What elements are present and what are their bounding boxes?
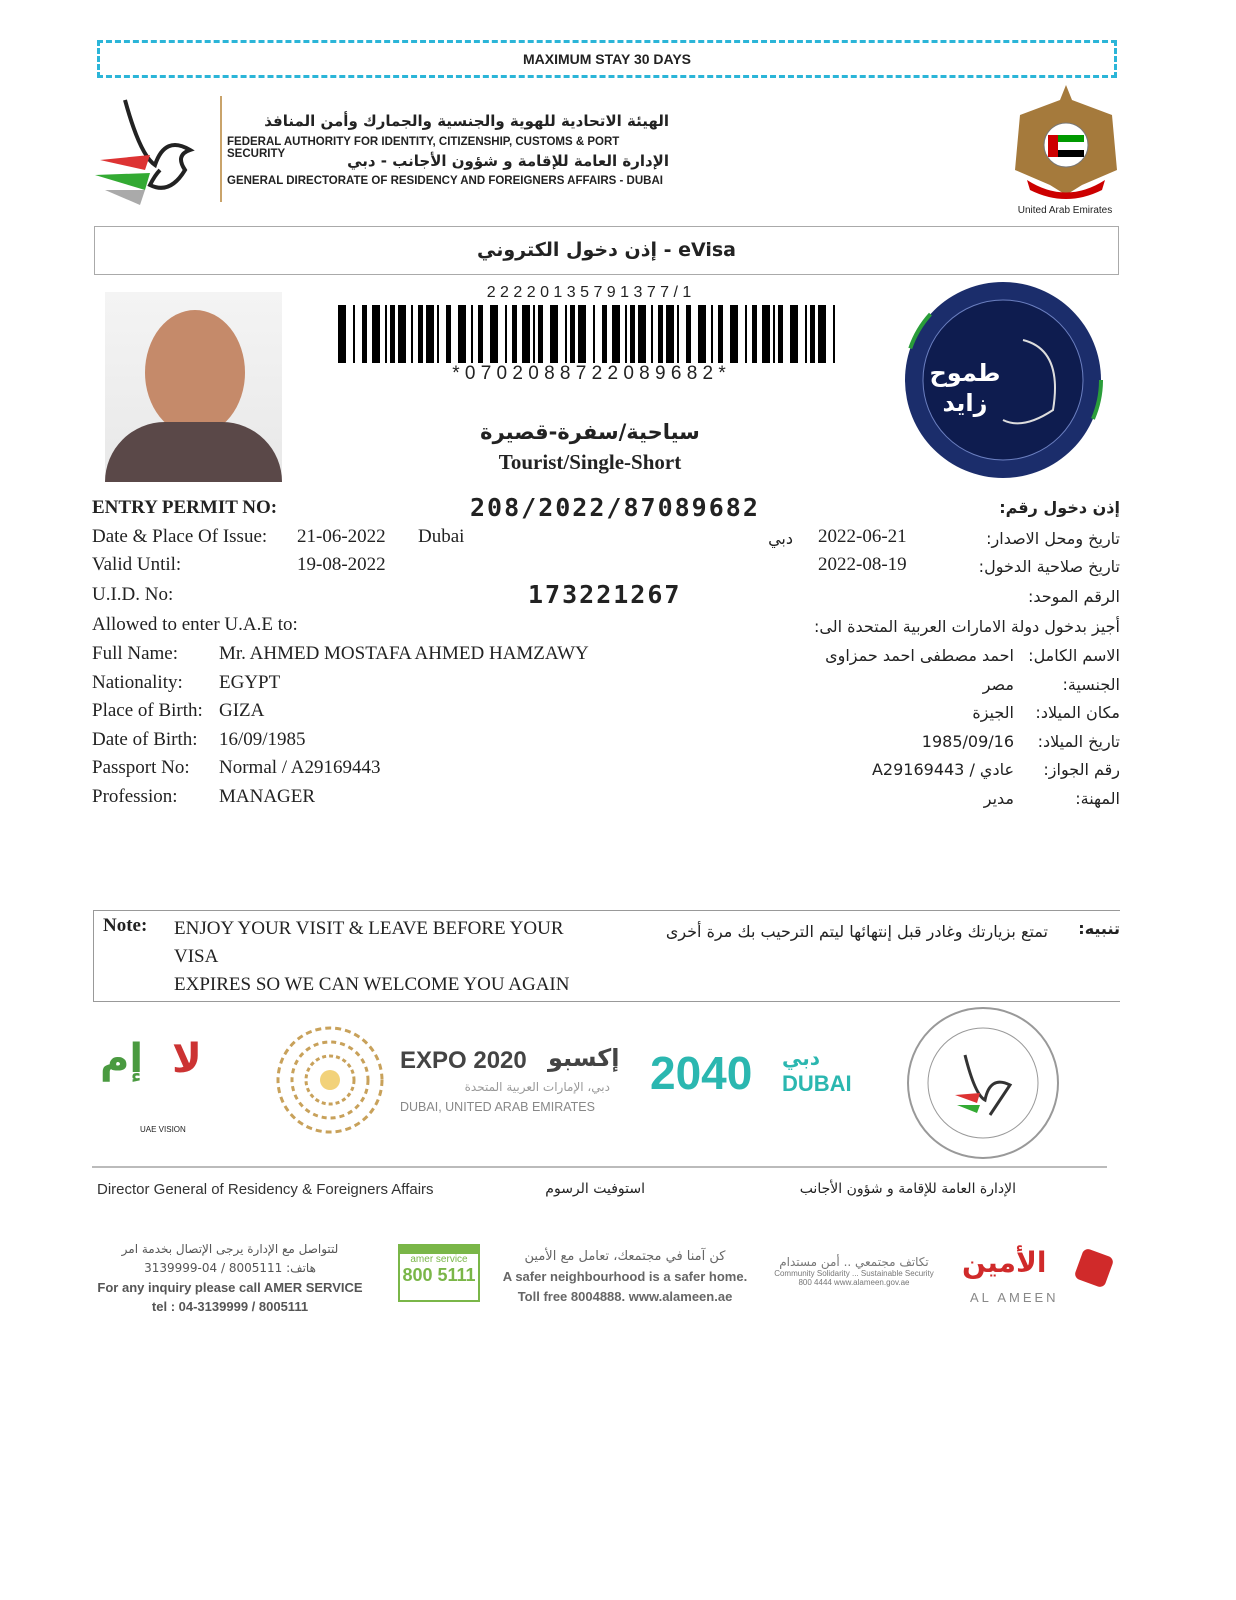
expo-2020-emblem: [272, 1022, 388, 1138]
barcode-bar: [398, 305, 406, 363]
uae-vision-glyph-1: إم: [100, 1036, 144, 1082]
field-value-ar: مدير: [983, 789, 1014, 808]
signature-right: الإدارة العامة للإقامة و شؤون الأجانب: [799, 1181, 1016, 1197]
field-value-ar: مصر: [982, 674, 1014, 694]
evisa-title: إذن دخول الكتروني - eVisa: [94, 226, 1119, 275]
gdrfa-stamp: [905, 1005, 1061, 1161]
amer-badge: [398, 1244, 480, 1302]
issue-place: Dubai: [418, 526, 465, 547]
barcode-bar: [338, 305, 346, 363]
signature-divider: [92, 1166, 1107, 1168]
issue-label-ar: تاريخ ومحل الاصدار:: [986, 529, 1120, 548]
dubai-2040: 2040: [650, 1047, 753, 1099]
solidarity-ar: تكاتف مجتمعي .. أمن مستدام: [779, 1255, 929, 1269]
field-label: Profession:: [92, 786, 178, 807]
amer-ar-1: لتتواصل مع الإدارة يرجى الإتصال بخدمة امر: [121, 1242, 339, 1256]
amer-en-2: tel : 04-3139999 / 8005111: [151, 1299, 309, 1314]
entry-permit-value: 208/2022/87089682: [470, 493, 760, 522]
field-value: GIZA: [219, 700, 265, 722]
alameen-slogan: [500, 1247, 750, 1307]
barcode-bar: [505, 305, 507, 363]
barcode-bar: [718, 305, 723, 363]
valid-label-ar: تاريخ صلاحية الدخول:: [978, 557, 1120, 576]
expo-en: EXPO 2020: [400, 1047, 527, 1074]
barcode-bar: [818, 305, 826, 363]
barcode-bar: [658, 305, 663, 363]
barcode-bar: [570, 305, 575, 363]
directorate-ar: الإدارة العامة للإقامة و شؤون الأجانب - دبي: [347, 152, 669, 170]
authority-en: FEDERAL AUTHORITY FOR IDENTITY, CITIZENSHIP, CUSTOMS & PORT SECURITY: [227, 136, 620, 160]
barcode-bar: [711, 305, 713, 363]
barcode-bar: [385, 305, 387, 363]
barcode-bar: [773, 305, 775, 363]
barcode-bar: [602, 305, 607, 363]
field-value-ar: احمد مصطفى احمد حمزاوى: [825, 646, 1014, 665]
dubai-en: DUBAI: [782, 1071, 852, 1096]
alameen-hand-icon: [1073, 1247, 1114, 1288]
barcode-bar: [762, 305, 770, 363]
uid-label: U.I.D. No:: [92, 584, 174, 605]
header-divider: [220, 96, 222, 202]
valid-value: 19-08-2022: [297, 554, 386, 575]
field-label: Passport No:: [92, 757, 190, 779]
barcode-bar: [752, 305, 757, 363]
expo-sub-ar: دبي، الإمارات العربية المتحدة: [464, 1080, 610, 1094]
barcode-bar: [651, 305, 653, 363]
barcode-bar: [372, 305, 380, 363]
barcode-bar: [686, 305, 691, 363]
barcode-bar: [390, 305, 395, 363]
field-label: Date of Birth:: [92, 728, 198, 750]
directorate-en: GENERAL DIRECTORATE OF RESIDENCY AND FOREIGNERS AFFAIRS - DUBAI: [227, 175, 663, 187]
signature-left: Director General of Residency & Foreigners Affairs: [97, 1181, 434, 1198]
uae-vision-glyph-2: لا: [172, 1036, 202, 1082]
barcode-bar: [745, 305, 747, 363]
field-value: EGYPT: [219, 671, 281, 693]
field-label: Full Name:: [92, 643, 179, 664]
uae-emblem-icon: [1012, 80, 1120, 200]
barcode-bar: [730, 305, 738, 363]
amer-contact: [95, 1240, 365, 1316]
max-stay-banner: MAXIMUM STAY 30 DAYS: [97, 40, 1117, 78]
emblem-caption: United Arab Emirates: [1017, 205, 1113, 216]
barcode-bar: [578, 305, 586, 363]
field-value-ar: عادي / A29169443: [871, 760, 1014, 780]
field-value: 16/09/1985: [219, 728, 306, 750]
note-label: Note:: [103, 915, 148, 936]
issue-label: Date & Place Of Issue:: [92, 526, 268, 547]
field-label-ar: الجنسية:: [1062, 674, 1120, 694]
barcode-bar: [353, 305, 355, 363]
barcode-bar: [810, 305, 815, 363]
barcode-bar: [458, 305, 466, 363]
note-text-en: [174, 915, 569, 999]
barcode-bar: [833, 305, 835, 363]
amer-badge-number: 800 5111: [402, 1265, 476, 1285]
barcode-bar: [612, 305, 620, 363]
barcode-bar: [638, 305, 646, 363]
dubai-ar: دبي: [782, 1046, 821, 1070]
field-label: Place of Birth:: [92, 700, 203, 722]
barcode-bar: [805, 305, 807, 363]
barcode-bar: [538, 305, 543, 363]
barcode-bar: [565, 305, 567, 363]
note-line: VISA: [174, 946, 219, 967]
issue-date: 21-06-2022: [297, 526, 386, 547]
field-label-ar: مكان الميلاد:: [1035, 703, 1120, 723]
barcode-bar: [625, 305, 627, 363]
visa-type-en: Tourist/Single-Short: [498, 450, 682, 474]
barcode-bar: [512, 305, 517, 363]
expo-ar: إكسبو: [548, 1044, 620, 1072]
solidarity-en: Community Solidarity ... Sustainable Security: [774, 1269, 934, 1278]
uid-value: 173221267: [528, 580, 682, 609]
uae-vision-logo: [100, 1025, 230, 1140]
barcode-bar: [437, 305, 439, 363]
allowed-label: Allowed to enter U.A.E to:: [92, 614, 298, 635]
field-label: Nationality:: [92, 671, 183, 693]
field-value-ar: الجيزة: [972, 703, 1014, 723]
barcode-bar: [778, 305, 783, 363]
valid-value-ar: 2022-08-19: [818, 554, 907, 575]
note-line: ENJOY YOUR VISIT & LEAVE BEFORE YOUR: [174, 918, 564, 939]
field-value-ar: 1985/09/16: [921, 731, 1014, 751]
barcode-bar: [698, 305, 706, 363]
note-line: EXPIRES SO WE CAN WELCOME YOU AGAIN: [174, 974, 570, 995]
note-box: [93, 910, 1120, 1002]
alameen-en-2: Toll free 8004888. www.alameen.ae: [517, 1289, 733, 1304]
barcode-bar: [533, 305, 535, 363]
barcode-bar: [522, 305, 530, 363]
icp-falcon-logo: [95, 95, 215, 205]
entry-permit-label: ENTRY PERMIT NO:: [92, 497, 278, 518]
barcode-top-number: 2 2 2 2 0 1 3 5 7 9 1 3 7 7 / 1: [486, 284, 692, 301]
note-label-ar: تنبيه:: [1078, 919, 1120, 938]
barcode-bar: [666, 305, 674, 363]
amer-ar-2: هاتف: 8005111 / 04-3139999: [144, 1261, 316, 1275]
barcode-bar: [446, 305, 451, 363]
field-value: Normal / A29169443: [219, 757, 381, 779]
field-value: Mr. AHMED MOSTAFA AHMED HAMZAWY: [219, 643, 589, 664]
barcode-bar: [593, 305, 595, 363]
solidarity-contacts: 800 4444 www.alameen.gov.ae: [798, 1278, 910, 1287]
barcode-bar: [790, 305, 798, 363]
amer-badge-word: amer service: [410, 1254, 468, 1265]
barcode-bar: [490, 305, 498, 363]
seal-text: طموح زايد: [929, 359, 1001, 417]
field-label-ar: رقم الجواز:: [1043, 760, 1120, 780]
allowed-label-ar: أجيز بدخول دولة الامارات العربية المتحدة الى:: [814, 617, 1120, 636]
applicant-photo: [105, 292, 282, 482]
amer-en-1: For any inquiry please call AMER SERVICE: [97, 1280, 363, 1295]
barcode-bar: [550, 305, 558, 363]
visa-type-ar: سياحية/سفرة-قصيرة: [480, 420, 700, 444]
expo-sub-en: DUBAI, UNITED ARAB EMIRATES: [400, 1100, 595, 1114]
fees-paid: استوفيت الرسوم: [545, 1181, 645, 1197]
alameen-logo-en: AL AMEEN: [970, 1290, 1059, 1305]
field-label-ar: المهنة:: [1075, 789, 1120, 808]
barcode-bottom-number: * 0 7 0 2 0 8 8 7 2 2 0 8 9 6 8 2 *: [452, 363, 726, 384]
uae-vision-text: UAE VISION: [140, 1125, 186, 1134]
field-label-ar: الاسم الكامل:: [1028, 646, 1120, 665]
field-label-ar: تاريخ الميلاد:: [1037, 731, 1120, 751]
issue-date-ar: 2022-06-21: [818, 526, 907, 547]
uid-label-ar: الرقم الموحد:: [1027, 587, 1120, 606]
barcode-bar: [677, 305, 679, 363]
issue-place-ar: دبي: [768, 529, 793, 548]
barcode-bar: [471, 305, 473, 363]
alameen-logo-ar: الأمين: [962, 1246, 1047, 1279]
barcode: [338, 305, 840, 363]
barcode-bar: [478, 305, 483, 363]
barcode-bar: [426, 305, 434, 363]
solidarity-slogan: [765, 1255, 943, 1287]
field-value: MANAGER: [219, 786, 316, 807]
valid-label: Valid Until:: [92, 554, 182, 575]
barcode-bar: [362, 305, 367, 363]
barcode-bar: [418, 305, 423, 363]
alameen-en-1: A safer neighbourhood is a safer home.: [502, 1269, 748, 1284]
barcode-bar: [411, 305, 413, 363]
entry-permit-label-ar: إذن دخول رقم:: [999, 498, 1120, 517]
barcode-bar: [630, 305, 635, 363]
note-text-ar: تمتع بزيارتك وغادر قبل إنتهائها ليتم الترحيب بك مرة أخرى: [665, 922, 1048, 941]
alameen-ar: كن آمنا في مجتمعك، تعامل مع الأمين: [524, 1249, 726, 1264]
authority-ar: الهيئة الاتحادية للهوية والجنسية والجمارك وأمن المنافذ: [264, 112, 669, 130]
